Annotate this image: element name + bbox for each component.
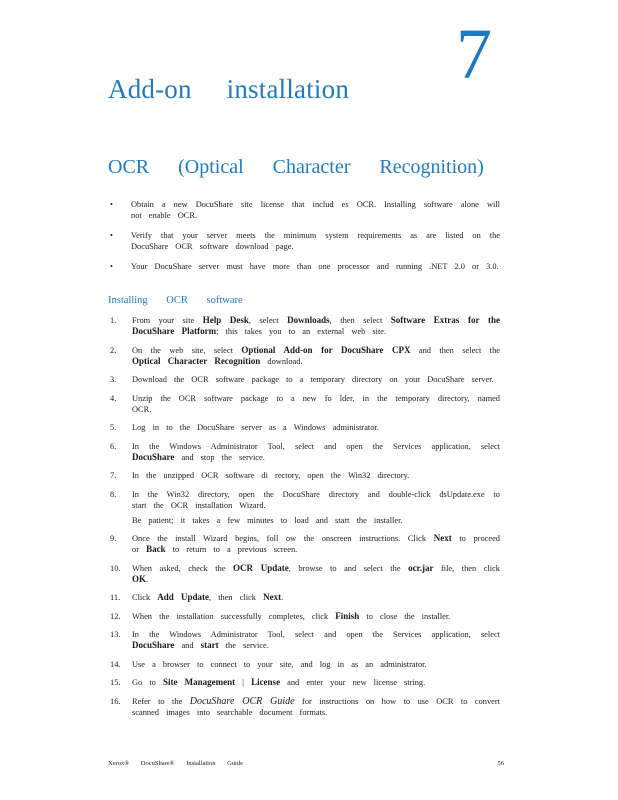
- step-12: 12. When the installation successfully completes, click Finish to close the installer.: [110, 610, 451, 621]
- subsection-title: Installing OCR software: [108, 295, 243, 306]
- list-item: • Obtain a new DocuShare site license that includ es OCR. Installing software alone will not enable OCR.: [110, 199, 500, 221]
- step-6: 6. In the Windows Administrator Tool, select and open the Services application, select DocuShare and stop the service.: [110, 441, 500, 462]
- step-7: 7. In the unzipped OCR software di rectory, open the Win32 directory.: [110, 471, 410, 480]
- step-14: 14. Use a browser to connect to your site, and log in as an administrator.: [110, 659, 427, 669]
- step-9: 9. Once the install Wizard begins, foll ow the onscreen instructions. Click Next to proceed or Back to return to a previous screen.: [110, 533, 500, 554]
- step-3: 3. Download the OCR software package to a temporary directory on your DocuShare server.: [110, 375, 494, 384]
- chapter-number: 7: [456, 14, 492, 94]
- chapter-title: Add-on installation: [108, 74, 350, 104]
- step-5: 5. Log in to the DocuShare server as a Windows administrator.: [110, 423, 379, 432]
- step-13: 13. In the Windows Administrator Tool, select and open the Services application, select DocuShare and start the service.: [110, 630, 500, 650]
- step-16: 16. Refer to the DocuShare OCR Guide for instructions on how to use OCR to convert scanned images into searchable document formats.: [110, 695, 500, 717]
- step-10: 10. When asked, check the OCR Update, browse to and select the ocr.jar file, then click OK.: [110, 562, 500, 584]
- step-1: 1. From your site Help Desk, select Downloads, then select Software Extras for the DocuShare Platform; this takes you to an external web site.: [110, 315, 500, 336]
- step-8-note: Be patient; it takes a few minutes to load and start the installer.: [132, 515, 403, 525]
- step-8: 8. In the Win32 directory, open the DocuShare directory and double-click dsUpdate.exe to start the OCR installation Wizard.: [110, 489, 500, 510]
- step-2: 2. On the web site, select Optional Add-on for DocuShare CPX and then select the Optical Character Recognition download.: [110, 344, 500, 366]
- footer-guide-title: Xerox® DocuShare® Installation Guide: [108, 760, 244, 767]
- page-number: 56: [497, 760, 504, 767]
- list-item: • Verify that your server meets the minimum system requirements as are listed on the DocuShare OCR software download page.: [110, 230, 500, 252]
- section-title: OCR (Optical Character Recognition): [108, 156, 484, 178]
- install-steps: [110, 315, 500, 725]
- step-11: 11. Click Add Update, then click Next.: [110, 592, 284, 602]
- list-item: • Your DocuShare server must have more than one processor and running .NET 2.0 or 3.0.: [110, 261, 500, 272]
- step-4: 4. Unzip the OCR software package to a new fo lder, in the temporary directory, named OCR.: [110, 393, 500, 414]
- step-15: 15. Go to Site Management | License and enter your new license string.: [110, 677, 426, 687]
- requirements-list: [110, 199, 500, 281]
